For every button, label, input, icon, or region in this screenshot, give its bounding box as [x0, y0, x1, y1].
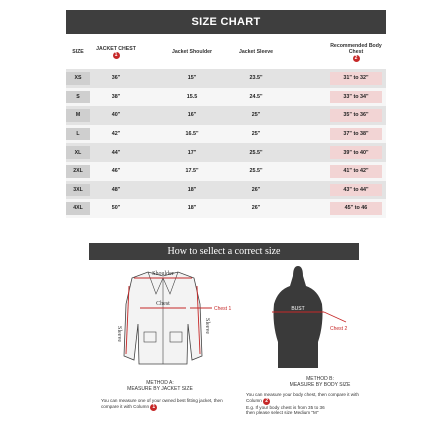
chest-label: Chest: [156, 301, 170, 307]
shoulder-cell: 17": [187, 149, 197, 156]
shoulder-label: Shoulder: [152, 271, 174, 277]
sleeve-cell: 25": [251, 112, 261, 119]
shoulder-cell: 18": [187, 205, 197, 212]
body-diagram: [238, 264, 358, 374]
shoulder-cell: 15": [187, 75, 197, 82]
chest-cell: 48": [111, 186, 121, 193]
method-b-subtitle: MEASURE BY BODY SIZE: [289, 382, 351, 388]
size-cell: XL: [66, 146, 90, 159]
method-b-text: [246, 392, 376, 416]
size-cell: 3XL: [66, 184, 90, 197]
recommended-cell: 39" to 40": [330, 146, 382, 159]
method-a-title: [120, 380, 200, 392]
chest-cell: 44": [111, 149, 121, 156]
table-row: [66, 143, 386, 162]
chest-cell: 50": [111, 205, 121, 212]
recommended-cell: 41" to 42": [330, 165, 382, 178]
shoulder-cell: 16.5": [185, 131, 199, 138]
method-b-title: [275, 376, 365, 388]
method-b-description: You can measure your body chest, then compare it with Column: [246, 392, 359, 403]
shoulder-cell: 16": [187, 112, 197, 119]
recommended-cell: 45" to 46: [330, 202, 382, 215]
sleeve-cell: 26": [251, 186, 261, 193]
table-row: [66, 199, 386, 218]
sleeve-cell: 25.5": [249, 168, 263, 175]
size-cell: 2XL: [66, 165, 90, 178]
sleeve-cell: 25": [251, 131, 261, 138]
size-cell: 4XL: [66, 202, 90, 215]
chest-cell: 40": [111, 112, 121, 119]
table-row: [66, 88, 386, 107]
sleeve-cell: 23.5": [249, 75, 263, 82]
method-a-description: You can measure one of your owned best fitting jacket, then compare it with Column: [101, 398, 223, 409]
method-b-example: E.g. If your body chest is from 35 to 36: [246, 404, 325, 410]
chest-cell: 42": [111, 131, 121, 138]
size-cell: XS: [66, 72, 90, 85]
sleeve-cell: 25.5": [249, 149, 263, 156]
column-badge-1: 1: [113, 52, 120, 59]
recommended-cell: 35" to 36": [330, 109, 382, 122]
sleeve-label-left: Sleeve: [116, 326, 122, 342]
header-recommended-label: Recommended Body Chest: [330, 42, 382, 55]
recommended-cell: 43" to 44": [330, 184, 382, 197]
how-to-select-banner: How to sellect a correct size: [89, 243, 359, 260]
column-badge-2-inline: 2: [263, 398, 270, 405]
header-shoulder: Jacket Shoulder: [171, 49, 213, 55]
table-row: [66, 162, 386, 181]
chest-cell: 38": [111, 93, 121, 100]
method-b-selection: then please select size Medium "M": [246, 410, 319, 416]
size-cell: M: [66, 109, 90, 122]
chest-2-label: Chest 2: [330, 326, 348, 332]
table-row: [66, 69, 386, 88]
chest-cell: 36": [111, 75, 121, 82]
column-badge-2: 2: [353, 55, 360, 62]
method-a-subtitle: MEASURE BY JACKET SIZE: [127, 386, 193, 392]
bust-label: BUST: [291, 306, 305, 312]
header-size: SIZE: [72, 49, 84, 55]
sleeve-cell: 24.5": [249, 93, 263, 100]
header-sleeve: Jacket Sleeve: [238, 49, 274, 55]
sleeve-label-right: Sleeve: [204, 318, 210, 334]
jacket-diagram: [88, 264, 238, 374]
table-row: [66, 125, 386, 144]
shoulder-cell: 15.5: [186, 93, 198, 100]
size-chart-title: SIZE CHART: [66, 10, 386, 34]
shoulder-cell: 17.5": [185, 168, 199, 175]
size-cell: L: [66, 128, 90, 141]
size-cell: S: [66, 91, 90, 104]
recommended-cell: 31" to 32": [330, 72, 382, 85]
recommended-cell: 33" to 34": [330, 91, 382, 104]
method-b-heading: METHOD B:: [306, 376, 334, 382]
header-chest: [92, 46, 140, 59]
method-a-heading: METHOD A:: [146, 380, 174, 386]
chest-1-label: Chest 1: [214, 306, 232, 312]
table-row: [66, 181, 386, 200]
size-table: [66, 69, 386, 218]
column-badge-1-inline: 1: [150, 404, 157, 411]
table-header: [66, 37, 386, 67]
recommended-cell: 37" to 38": [330, 128, 382, 141]
shoulder-cell: 18": [187, 186, 197, 193]
method-a-text: [101, 398, 227, 411]
header-recommended: [328, 43, 384, 62]
chest-cell: 46": [111, 168, 121, 175]
header-chest-label: JACKET CHEST: [96, 45, 136, 52]
sleeve-cell: 26": [251, 205, 261, 212]
table-row: [66, 106, 386, 125]
